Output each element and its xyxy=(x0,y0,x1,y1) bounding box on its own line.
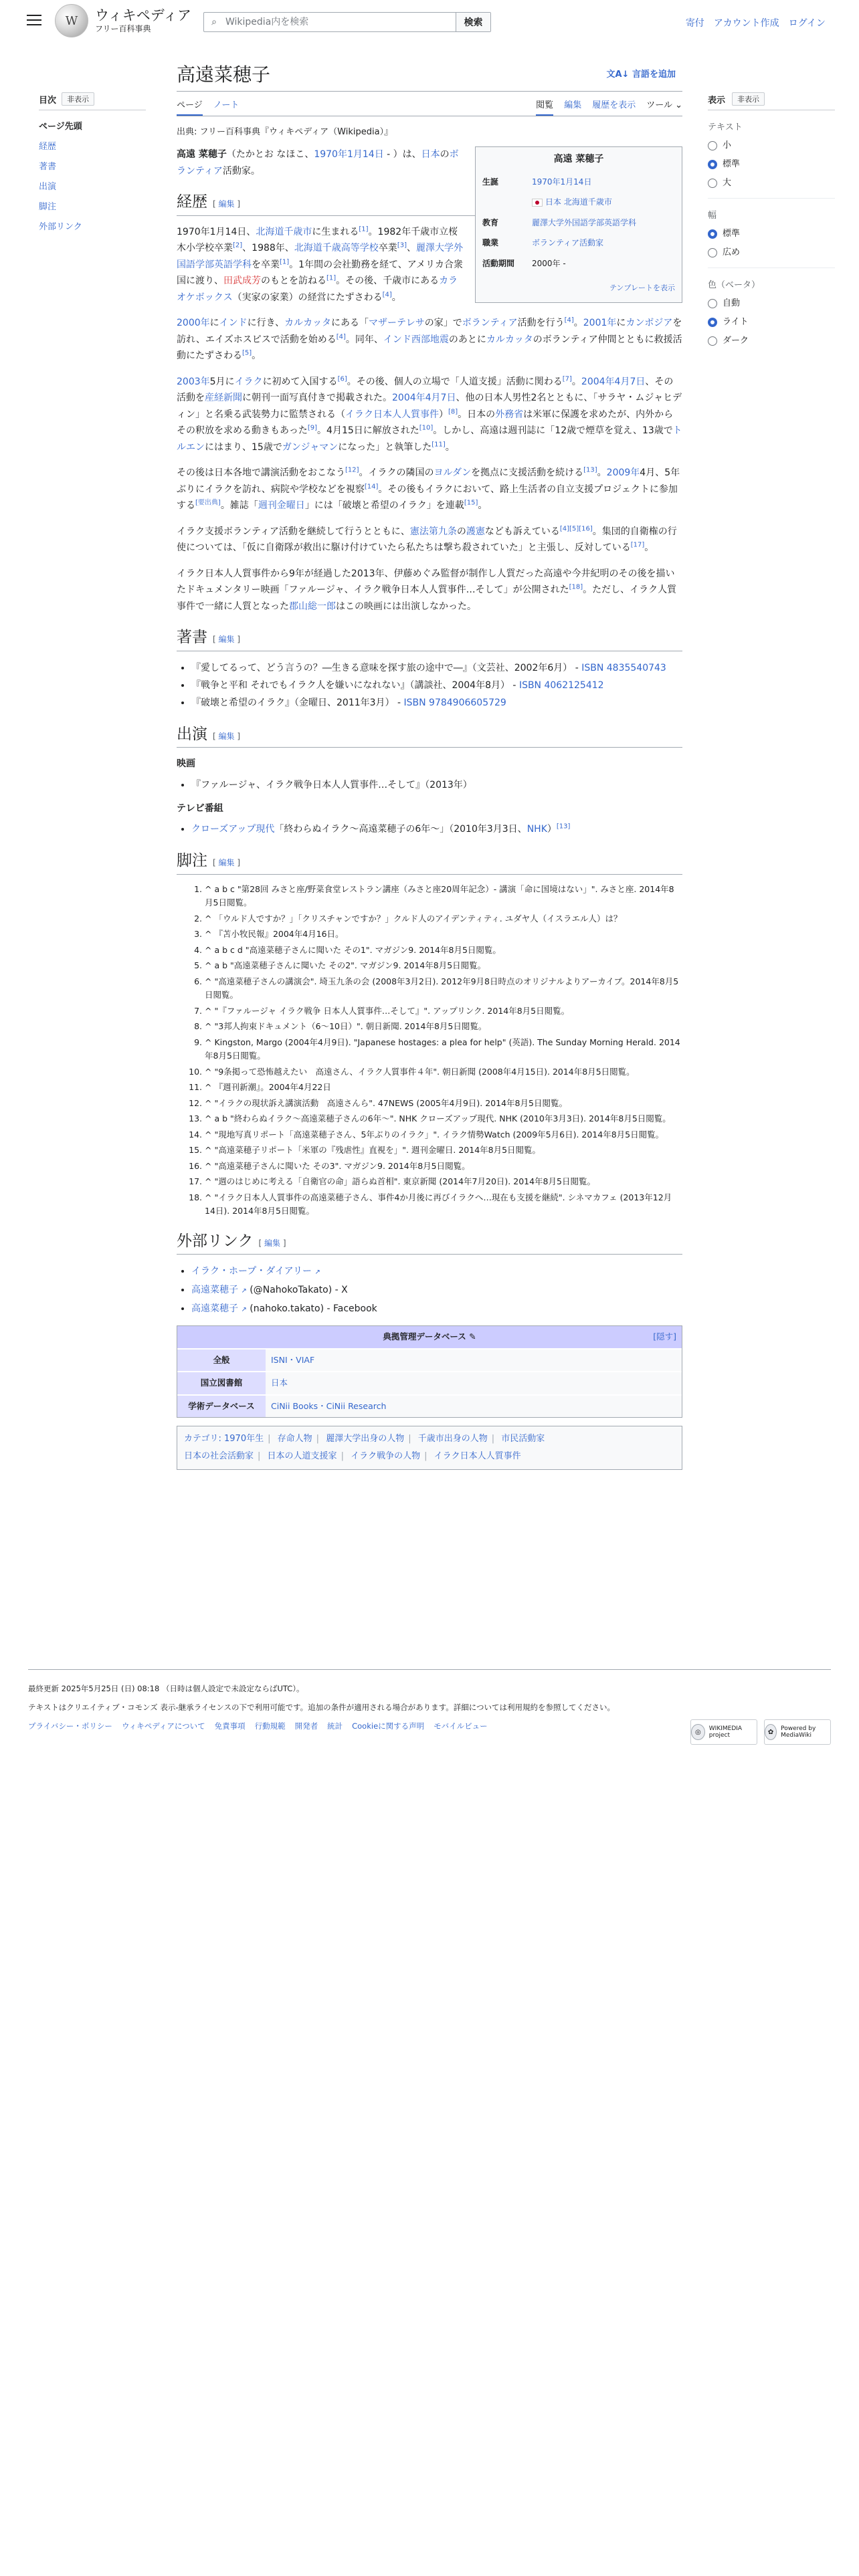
globe-logo-icon: W xyxy=(55,4,88,37)
career-paragraph: その後は日本各地で講演活動をおこなう[12]。イラクの隣国のヨルダンを拠点に支援活動を続ける[13]。2009年4月、5年ぶりにイラクを訪れ、病院や学校などを視察[14]。その後もイラクにおいて、路上生活者の自立支援プロジェクトに参加する[要出典]。雑誌「週刊金曜日」には「破壊と希望のイラク」を連載[15]。 xyxy=(177,466,680,511)
toc-item-external[interactable]: 外部リンク xyxy=(39,222,82,232)
radio-icon xyxy=(708,248,717,257)
japan-flag-icon xyxy=(532,199,543,207)
external-link[interactable]: 高遠菜穂子 xyxy=(191,1285,238,1295)
authority-control-box xyxy=(177,1325,682,1418)
section-heading-appearances: 出演 [ 編集 ] xyxy=(177,726,682,748)
authority-value[interactable]: ISNI・VIAF xyxy=(271,1354,315,1365)
authority-value[interactable]: 日本 xyxy=(271,1378,288,1388)
footer-link[interactable]: Cookieに関する声明 xyxy=(352,1721,425,1731)
category-link[interactable]: 日本の人道支援家 xyxy=(267,1451,337,1461)
search-icon: ⌕ xyxy=(211,17,217,27)
main-menu-icon[interactable] xyxy=(27,15,41,27)
text-size-standard-option[interactable]: 標準 xyxy=(708,155,835,174)
career-paragraph: 1970年1月14日、北海道千歳市に生まれる[1]。1982年千歳市立桜木小学校卒業[2]、1988年、北海道千歳高等学校卒業[3]、麗澤大学外国語学部英語学科を卒業[1]。1年間の会社勤務を経て、アメリカ合衆国に渡り、田武成芳のもとを訪ねる[1]。その後、千歳市にあるカラオケボックス（実家の家業）の経営にたずさわる[4]。 xyxy=(177,225,463,303)
reference-item[interactable]: 17. ^ "週のはじめに考える「自衛官の命」語らぬ首相". 東京新聞 (2014年7月20日). 2014年8月5日閲覧。 xyxy=(205,1175,682,1189)
reference-item[interactable]: 4. ^ a b c d "高遠菜穂子さんに聞いた その1". マガジン9. 2014年8月5日閲覧。 xyxy=(205,944,682,958)
toc-item-books[interactable]: 著書 xyxy=(39,162,57,172)
isbn-link[interactable]: ISBN 4062125412 xyxy=(518,679,604,691)
radio-icon xyxy=(708,299,717,308)
category-link[interactable]: 日本の社会活動家 xyxy=(184,1451,254,1461)
external-link[interactable]: イラク・ホープ・ダイアリー xyxy=(191,1266,312,1277)
toc-item-top[interactable]: ページ先頭 xyxy=(39,122,82,132)
mediawiki-icon: ✿ xyxy=(765,1724,777,1740)
reference-item[interactable]: 9. ^ Kingston, Margo (2004年4月9日). "Japanese hostages: a plea for help" (英語). The Sunday Morning Herald. 2014年8月5日閲覧。 xyxy=(205,1036,682,1063)
books-list xyxy=(177,659,682,712)
list-item: • 高遠菜穂子 ↗ (@NahokoTakato) - X xyxy=(191,1281,682,1300)
color-light-option[interactable]: ライト xyxy=(708,313,835,332)
external-link-icon: ↗ xyxy=(241,1287,247,1295)
authority-label: 全般 xyxy=(177,1349,266,1372)
text-size-large-option[interactable]: 大 xyxy=(708,174,835,193)
category-link[interactable]: 麗澤大学出身の人物 xyxy=(326,1434,405,1444)
tab-edit[interactable]: 編集 xyxy=(564,100,582,110)
infobox-birth-place[interactable]: 日本 北海道千歳市 xyxy=(545,197,612,207)
search-button[interactable]: 検索 xyxy=(456,13,490,31)
reference-item[interactable]: 3. ^ 『苫小牧民報』2004年4月16日。 xyxy=(205,928,682,942)
list-item: • 『破壊と希望のイラク』（金曜日、2011年3月） - ISBN 9784906605729 xyxy=(191,694,682,712)
page-tabs xyxy=(177,96,682,116)
list-item: • 『愛してるって、どう言うの？―生きる意味を探す旅の途中で―』（文芸社、2002年6月） - ISBN 4835540743 xyxy=(191,659,682,677)
category-link[interactable]: イラク戦争の人物 xyxy=(351,1451,421,1461)
add-language-button[interactable]: 文A↓ 言語を追加 xyxy=(606,70,676,80)
edit-section-link[interactable]: 編集 xyxy=(218,858,235,867)
tab-page[interactable]: ページ xyxy=(177,98,203,116)
toc-item-appearances[interactable]: 出演 xyxy=(39,182,57,192)
footer-link[interactable]: ウィキペディアについて xyxy=(121,1721,205,1731)
reference-item[interactable]: 2. ^ 「ウルド人ですか？」「クリスチャンですか？」クルド人のアイデンティティ. ユダヤ人（イスラエル人）は？ xyxy=(205,912,682,926)
career-paragraph: イラク日本人人質事件から9年が経過した2013年、伊藤めぐみ監督が制作し人質だった高遠や今井紀明のその後を描いたドキュメンタリー映画「ファルージャ、イラク戦争日本人人質事件…そして」が公開された[18]。ただし、イラク人質事件で一緒に人質となった郡山総一郎はこの映画には出演しなかった。 xyxy=(177,568,677,612)
wikipedia-logo[interactable] xyxy=(55,4,202,37)
mediawiki-badge[interactable]: ✿ Powered by MediaWiki xyxy=(764,1719,831,1745)
radio-icon xyxy=(708,141,717,150)
wikimedia-icon: ◎ xyxy=(691,1724,705,1740)
category-link[interactable]: 市民活動家 xyxy=(501,1434,545,1444)
width-standard-option[interactable]: 標準 xyxy=(708,225,835,243)
career-paragraph: 2003年5月にイラクに初めて入国する[6]。その後、個人の立場で「人道支援」活動に関わる[7]。2004年4月7日、その活動を産経新聞に朝刊一面写真付きで掲載された。2004年4月7日、他の日本人男性2名とともに、「サラヤ・ムジャヒディン」と名乗る武装勢力に監禁される（イラク日本人人質事件）[8]。日本の外務省は米軍に保護を求めたが、内外からその釈放を求める動きもあった[9]。4月15日に解放された[10]。しかし、高遠は週刊誌に「12歳で煙草を覚え、13歳でトルエンにはまり、15歳でガンジャマンになった」と執筆した[11]。 xyxy=(177,374,682,453)
references-list xyxy=(177,883,682,1218)
text-size-small-option[interactable]: 小 xyxy=(708,136,835,155)
infobox-title: 高遠 菜穂子 xyxy=(553,154,604,165)
site-tagline: 出典: フリー百科事典『ウィキペディア（Wikipedia）』 xyxy=(177,127,393,137)
tv-program-link[interactable]: クローズアップ現代 xyxy=(191,824,275,835)
infobox-education[interactable]: 麗澤大学外国語学部英語学科 xyxy=(532,217,637,227)
article-content xyxy=(177,58,682,1470)
reference-item[interactable]: 11. ^ 『週刊新潮』。2004年4月22日 xyxy=(205,1081,682,1095)
wikimedia-badge[interactable]: ◎ WIKIMEDIA project xyxy=(690,1719,757,1745)
infobox xyxy=(475,146,682,303)
donate-link[interactable]: 寄付 xyxy=(685,18,704,29)
infobox-label: 生誕 xyxy=(482,177,499,187)
tab-tools[interactable]: ツール ⌄ xyxy=(646,100,682,110)
section-heading-books: 著書 [ 編集 ] xyxy=(177,629,682,651)
career-paragraph: 2000年にインドに行き、カルカッタにある「マザーテレサの家」でボランティア活動を行う[4]。2001年にカンボジアを訪れ、エイズホスピスで活動を始める[4]。同年、インド西部地震のあとにカルカッタのボランティア仲間とともに救援活動にたずさわる[5]。 xyxy=(177,316,682,361)
infobox-active-years: 2000年 - xyxy=(532,258,566,268)
toc-title: 目次 xyxy=(39,95,57,106)
page-title: 高遠菜穂子 xyxy=(177,58,682,92)
list-item: • 『戦争と平和 それでもイラク人を嫌いになれない』（講談社、2004年8月） - ISBN 4062125412 xyxy=(191,677,682,694)
list-item xyxy=(191,1263,682,1281)
footer-link[interactable]: 行動規範 xyxy=(254,1721,286,1731)
footer-link[interactable]: モバイルビュー xyxy=(434,1721,488,1731)
infobox-label: 職業 xyxy=(482,238,499,247)
category-link[interactable]: 千歳市出身の人物 xyxy=(417,1434,488,1444)
subheading-movies: 映画 xyxy=(177,758,195,769)
infobox-label: 教育 xyxy=(482,217,499,227)
infobox-label: 活動期間 xyxy=(482,258,515,268)
category-link[interactable]: 存命人物 xyxy=(277,1434,312,1444)
radio-selected-icon xyxy=(708,229,717,239)
external-link[interactable]: 高遠菜穂子 xyxy=(191,1303,238,1314)
authority-label: 学術データベース xyxy=(177,1395,266,1418)
authority-hide-link[interactable]: [隠す] xyxy=(653,1331,676,1341)
edit-section-link[interactable]: 編集 xyxy=(218,635,235,644)
color-auto-option[interactable]: 自動 xyxy=(708,294,835,313)
table-of-contents xyxy=(39,92,146,237)
width-wide-option[interactable]: 広め xyxy=(708,243,835,262)
reference-item[interactable]: 18. ^ "イラク日本人人質事件の高遠菜穂子さん、事件4か月後に再びイラクへ…現在も支援を継続". シネマカフェ (2013年12月14日). 2014年8月5日閲覧。 xyxy=(205,1191,682,1218)
radio-icon xyxy=(708,179,717,188)
isbn-link[interactable]: ISBN 4835540743 xyxy=(581,662,666,673)
edit-section-link[interactable]: 編集 xyxy=(218,199,235,209)
infobox-birth-date[interactable]: 1970年1月14日 xyxy=(532,177,592,187)
radio-selected-icon xyxy=(708,160,717,169)
color-dark-option[interactable]: ダーク xyxy=(708,332,835,350)
footer-link[interactable]: 統計 xyxy=(327,1721,343,1731)
authority-title: 典拠管理データベース xyxy=(383,1331,466,1341)
reference-item[interactable]: 12. ^ "イラクの現状訴え講演活動 高遠さんら". 47NEWS (2005年4月9日). 2014年8月5日閲覧。 xyxy=(205,1097,682,1111)
tab-read[interactable]: 閲覧 xyxy=(536,98,553,116)
category-label-link[interactable]: カテゴリ: xyxy=(184,1434,221,1444)
color-label: 色（ベータ） xyxy=(708,280,761,290)
toc-hide-button[interactable]: 非表示 xyxy=(62,92,94,106)
list-item: • クローズアップ現代「終わらぬイラク〜高遠菜穂子の6年〜」（2010年3月3日、NHK）[13] xyxy=(191,821,682,838)
text-size-label: テキスト xyxy=(708,122,743,132)
category-link[interactable]: イラク日本人人質事件 xyxy=(434,1451,521,1461)
tab-talk[interactable]: ノート xyxy=(213,100,240,110)
appearance-hide-button[interactable]: 非表示 xyxy=(732,92,765,106)
reference-item[interactable]: 7. ^ "『ファルージャ イラク戦争 日本人人質事件…そして』". アップリンク. 2014年8月5日閲覧。 xyxy=(205,1004,682,1018)
section-heading-notes: 脚注 [ 編集 ] xyxy=(177,853,682,875)
appearance-panel xyxy=(708,92,835,350)
toc-item-career[interactable]: 経歴 xyxy=(39,142,57,152)
nhk-link[interactable]: NHK xyxy=(527,824,547,835)
radio-selected-icon xyxy=(708,318,717,327)
toc-item-notes[interactable]: 脚注 xyxy=(39,202,57,212)
template-link[interactable]: テンプレートを表示 xyxy=(609,284,675,292)
edit-section-link[interactable]: 編集 xyxy=(218,731,235,741)
license-text: テキストはクリエイティブ・コモンズ 表示-継承ライセンスの下で利用可能です。追加の条件が適用される場合があります。詳細については利用規約を参照してください。 xyxy=(28,1703,615,1712)
external-link-icon: ↗ xyxy=(314,1269,320,1276)
page-footer xyxy=(28,1669,831,1739)
edit-pencil-icon[interactable]: ✎ xyxy=(469,1331,476,1341)
reference-item[interactable]: 15. ^ "高遠菜穂子リポート「米軍の『残虐性』直視を」". 週刊金曜日. 2014年8月5日閲覧。 xyxy=(205,1144,682,1158)
login-link[interactable]: ログイン xyxy=(788,18,826,29)
site-header xyxy=(0,0,859,44)
appearance-title: 表示 xyxy=(708,95,726,106)
list-item: • 高遠菜穂子 ↗ (nahoko.takato) - Facebook xyxy=(191,1300,682,1319)
reference-item[interactable]: 10. ^ "9条掲って恐怖越えたい 高遠さん、イラク人質事件４年". 朝日新聞 (2008年4月15日). 2014年8月5日閲覧。 xyxy=(205,1065,682,1079)
category-link[interactable]: 1970年生 xyxy=(224,1434,264,1444)
subheading-tv: テレビ番組 xyxy=(177,802,223,814)
width-label: 幅 xyxy=(708,211,717,221)
external-links-list xyxy=(177,1263,682,1319)
logo-subtitle: フリー百科事典 xyxy=(95,24,151,33)
reference-item[interactable]: 5. ^ a b "高遠菜穂子さんに聞いた その2". マガジン9. 2014年8月5日閲覧。 xyxy=(205,959,682,973)
authority-label: 国立図書館 xyxy=(177,1372,266,1395)
list-item: • 『ファルージャ、イラク戦争日本人人質事件…そして』（2013年） xyxy=(191,776,682,794)
career-paragraph: イラク支援ボランティア活動を継続して行うとともに、憲法第九条の護憲なども訴えている[4][5][16]。集団的自衛権の行使については、「仮に自衛隊が救出に駆け付けていたら私たちは撃ち殺されていた」と主張し、反対している[17]。 xyxy=(177,524,677,553)
section-heading-external: 外部リンク [ 編集 ] xyxy=(177,1233,682,1255)
reference-item[interactable]: 14. ^ "現地写真リポート「高遠菜穂子さん、5年ぶりのイラク」". イラク情勢Watch (2009年5月6日). 2014年8月5日閲覧。 xyxy=(205,1128,682,1142)
footer-link[interactable]: 開発者 xyxy=(294,1721,318,1731)
reference-item[interactable]: 16. ^ "高遠菜穂子さんに聞いた その3". マガジン9. 2014年8月5日閲覧。 xyxy=(205,1160,682,1174)
tab-history[interactable]: 履歴を表示 xyxy=(592,100,636,110)
create-account-link[interactable]: アカウント作成 xyxy=(713,18,779,29)
user-links xyxy=(686,16,826,29)
search-input[interactable] xyxy=(224,13,456,31)
infobox-occupation[interactable]: ボランティア活動家 xyxy=(532,238,604,247)
category-links: カテゴリ: 1970年生 | 存命人物 | 麗澤大学出身の人物 | 千歳市出身の人物 | 市民活動家 日本の社会活動家 | 日本の人道支援家 | イラク戦争の人物 | イラク日本人人質事件 xyxy=(177,1426,682,1470)
external-link-icon: ↗ xyxy=(241,1306,247,1313)
radio-icon xyxy=(708,336,717,346)
authority-value[interactable]: CiNii Books・CiNii Research xyxy=(271,1400,387,1411)
reference-item[interactable]: 8. ^ "3邦人拘束ドキュメント（6〜10日）". 朝日新聞. 2014年8月5日閲覧。 xyxy=(205,1020,682,1034)
section-heading-career: 経歴 [ 編集 ] xyxy=(177,194,682,216)
lead-paragraph: 高遠 菜穂子（たかとお なほこ、1970年1月14日 - ）は、日本のボランティア活動家。 xyxy=(177,149,459,177)
logo-title: ウィキペディア xyxy=(95,7,192,23)
last-edited: 最終更新 2025年5月25日 (日) 08:18 （日時は個人設定で未設定ならばUTC）。 xyxy=(28,1684,304,1693)
footer-link[interactable]: 免責事項 xyxy=(214,1721,246,1731)
reference-item[interactable]: 1. ^ a b c "第28回 みさと座/野菜食堂レストラン講座（みさと座20周年記念）- 講演「命に国境はない」". みさと座. 2014年8月5日閲覧。 xyxy=(205,883,682,910)
edit-section-link[interactable]: 編集 xyxy=(264,1238,281,1248)
search-box xyxy=(203,12,491,32)
reference-item[interactable]: 13. ^ a b "終わらぬイラク〜高遠菜穂子さんの6年〜". NHK クローズアップ現代. NHK (2010年3月3日). 2014年8月5日閲覧。 xyxy=(205,1112,682,1126)
reference-item[interactable]: 6. ^ "高遠菜穂子さんの講演会". 埼玉九条の会 (2008年3月2日). 2012年9月8日時点のオリジナルよりアーカイブ。2014年8月5日閲覧。 xyxy=(205,975,682,1002)
isbn-link[interactable]: ISBN 9784906605729 xyxy=(403,697,506,708)
footer-link[interactable]: プライバシー・ポリシー xyxy=(28,1721,112,1731)
